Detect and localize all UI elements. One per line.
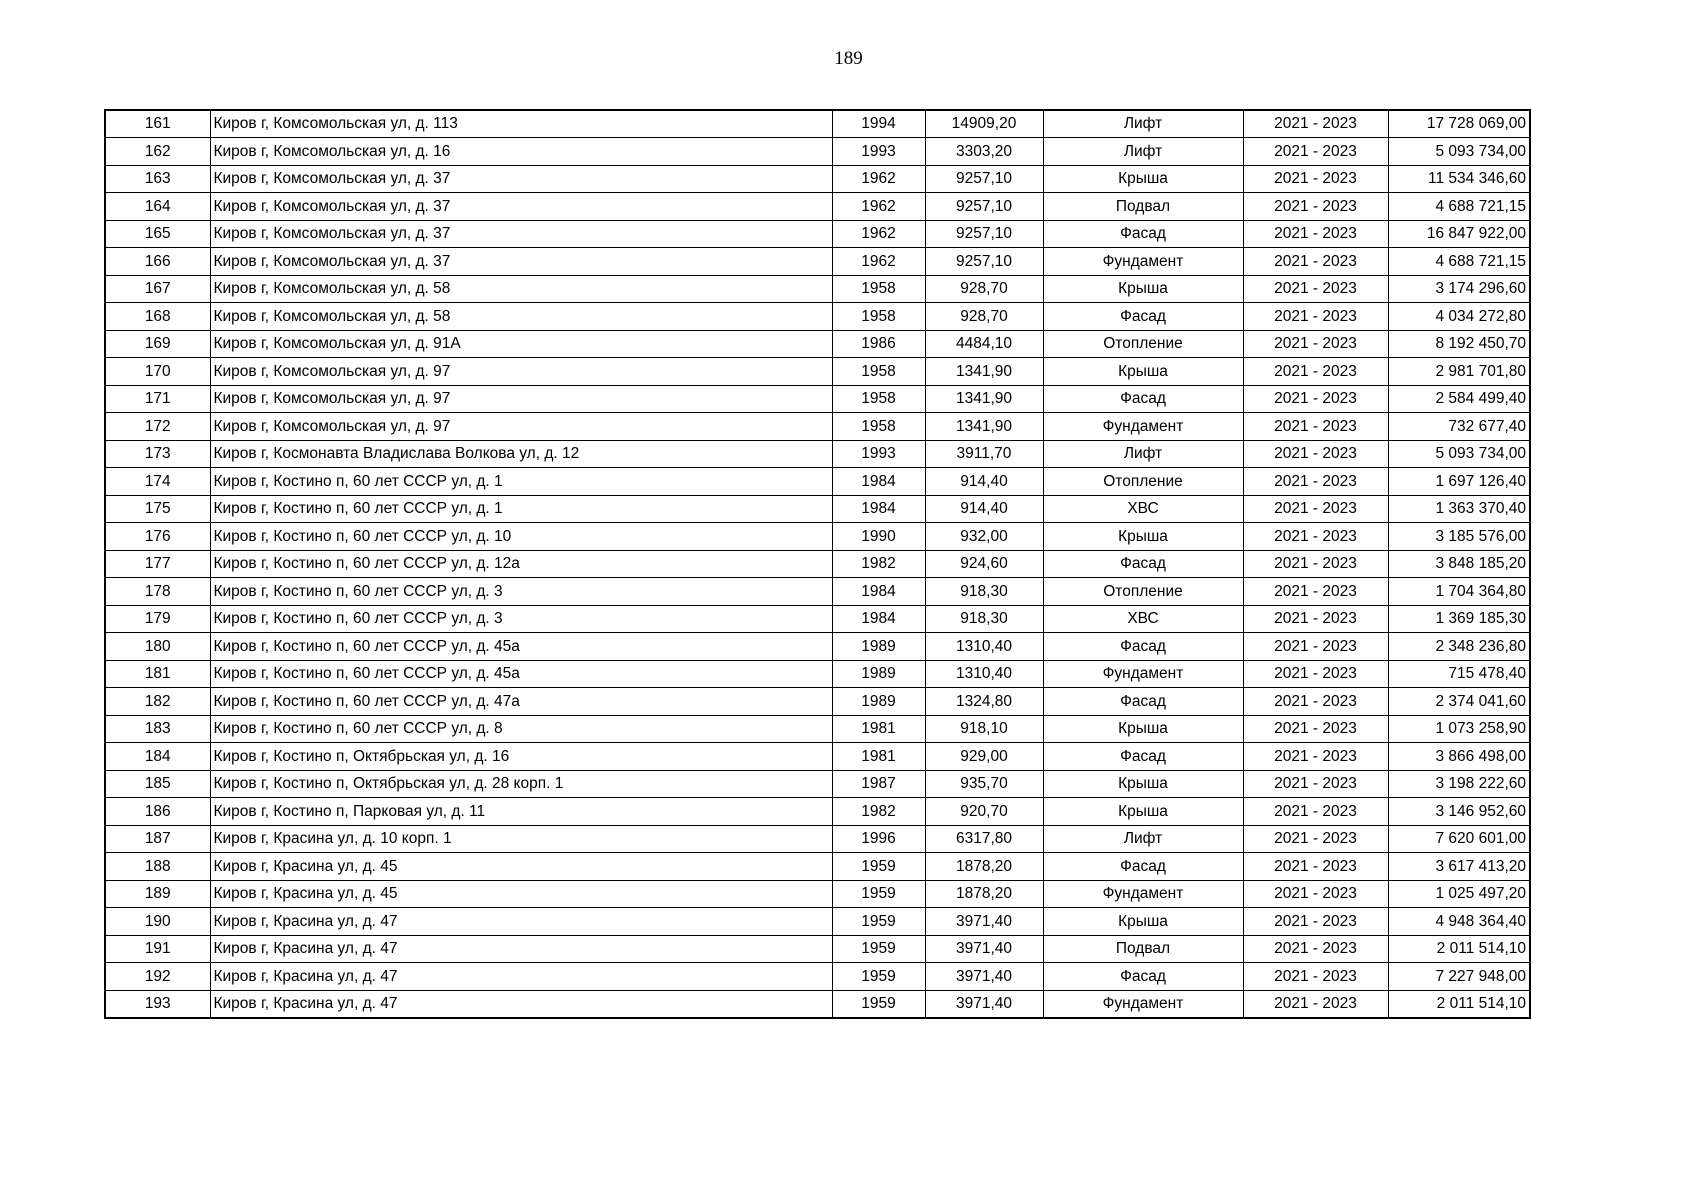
period-cell: 2021 - 2023 xyxy=(1243,880,1388,908)
area-cell: 9257,10 xyxy=(925,248,1043,276)
area-cell: 1341,90 xyxy=(925,413,1043,441)
work-type-cell: Фасад xyxy=(1043,303,1243,331)
address-cell: Киров г, Комсомольская ул, д. 37 xyxy=(210,220,832,248)
cost-cell: 3 617 413,20 xyxy=(1388,853,1530,881)
work-type-cell: Отопление xyxy=(1043,330,1243,358)
area-cell: 3971,40 xyxy=(925,935,1043,963)
address-cell: Киров г, Комсомольская ул, д. 37 xyxy=(210,193,832,221)
year-built-cell: 1989 xyxy=(832,660,925,688)
work-type-cell: Крыша xyxy=(1043,770,1243,798)
row-number-cell: 166 xyxy=(105,248,210,276)
cost-cell: 2 011 514,10 xyxy=(1388,990,1530,1018)
year-built-cell: 1962 xyxy=(832,165,925,193)
cost-cell: 5 093 734,00 xyxy=(1388,440,1530,468)
year-built-cell: 1982 xyxy=(832,798,925,826)
period-cell: 2021 - 2023 xyxy=(1243,798,1388,826)
year-built-cell: 1987 xyxy=(832,770,925,798)
year-built-cell: 1962 xyxy=(832,220,925,248)
table-row xyxy=(105,908,1530,936)
table-row xyxy=(105,770,1530,798)
table-row xyxy=(105,550,1530,578)
period-cell: 2021 - 2023 xyxy=(1243,275,1388,303)
work-type-cell: Подвал xyxy=(1043,193,1243,221)
year-built-cell: 1993 xyxy=(832,440,925,468)
work-type-cell: Фундамент xyxy=(1043,660,1243,688)
year-built-cell: 1958 xyxy=(832,303,925,331)
area-cell: 918,30 xyxy=(925,605,1043,633)
work-type-cell: Фасад xyxy=(1043,963,1243,991)
table-row xyxy=(105,440,1530,468)
row-number-cell: 184 xyxy=(105,743,210,771)
cost-cell: 4 948 364,40 xyxy=(1388,908,1530,936)
table-row xyxy=(105,495,1530,523)
area-cell: 4484,10 xyxy=(925,330,1043,358)
cost-cell: 7 227 948,00 xyxy=(1388,963,1530,991)
row-number-cell: 181 xyxy=(105,660,210,688)
table-row xyxy=(105,715,1530,743)
period-cell: 2021 - 2023 xyxy=(1243,688,1388,716)
cost-cell: 7 620 601,00 xyxy=(1388,825,1530,853)
work-type-cell: Лифт xyxy=(1043,110,1243,138)
area-cell: 932,00 xyxy=(925,523,1043,551)
work-type-cell: Фундамент xyxy=(1043,880,1243,908)
table-row xyxy=(105,633,1530,661)
cost-cell: 11 534 346,60 xyxy=(1388,165,1530,193)
table-row xyxy=(105,358,1530,386)
area-cell: 928,70 xyxy=(925,303,1043,331)
table-row xyxy=(105,110,1530,138)
table-row xyxy=(105,798,1530,826)
row-number-cell: 171 xyxy=(105,385,210,413)
period-cell: 2021 - 2023 xyxy=(1243,990,1388,1018)
address-cell: Киров г, Красина ул, д. 47 xyxy=(210,908,832,936)
area-cell: 1310,40 xyxy=(925,633,1043,661)
year-built-cell: 1993 xyxy=(832,138,925,166)
work-type-cell: Крыша xyxy=(1043,908,1243,936)
table-row xyxy=(105,385,1530,413)
table-row xyxy=(105,193,1530,221)
area-cell: 9257,10 xyxy=(925,220,1043,248)
cost-cell: 3 146 952,60 xyxy=(1388,798,1530,826)
row-number-cell: 172 xyxy=(105,413,210,441)
work-type-cell: Лифт xyxy=(1043,440,1243,468)
address-cell: Киров г, Комсомольская ул, д. 113 xyxy=(210,110,832,138)
address-cell: Киров г, Комсомольская ул, д. 37 xyxy=(210,248,832,276)
row-number-cell: 190 xyxy=(105,908,210,936)
period-cell: 2021 - 2023 xyxy=(1243,358,1388,386)
cost-cell: 2 348 236,80 xyxy=(1388,633,1530,661)
row-number-cell: 182 xyxy=(105,688,210,716)
row-number-cell: 179 xyxy=(105,605,210,633)
period-cell: 2021 - 2023 xyxy=(1243,248,1388,276)
cost-cell: 4 688 721,15 xyxy=(1388,248,1530,276)
area-cell: 914,40 xyxy=(925,468,1043,496)
area-cell: 928,70 xyxy=(925,275,1043,303)
area-cell: 1341,90 xyxy=(925,385,1043,413)
period-cell: 2021 - 2023 xyxy=(1243,193,1388,221)
work-type-cell: Крыша xyxy=(1043,358,1243,386)
work-type-cell: Отопление xyxy=(1043,578,1243,606)
cost-cell: 732 677,40 xyxy=(1388,413,1530,441)
area-cell: 1878,20 xyxy=(925,853,1043,881)
period-cell: 2021 - 2023 xyxy=(1243,165,1388,193)
area-cell: 3971,40 xyxy=(925,908,1043,936)
table-row xyxy=(105,660,1530,688)
cost-cell: 1 697 126,40 xyxy=(1388,468,1530,496)
area-cell: 1878,20 xyxy=(925,880,1043,908)
cost-cell: 5 093 734,00 xyxy=(1388,138,1530,166)
period-cell: 2021 - 2023 xyxy=(1243,385,1388,413)
area-cell: 1341,90 xyxy=(925,358,1043,386)
row-number-cell: 180 xyxy=(105,633,210,661)
table-row xyxy=(105,523,1530,551)
address-cell: Киров г, Красина ул, д. 10 корп. 1 xyxy=(210,825,832,853)
cost-cell: 16 847 922,00 xyxy=(1388,220,1530,248)
area-cell: 6317,80 xyxy=(925,825,1043,853)
year-built-cell: 1958 xyxy=(832,413,925,441)
work-type-cell: Лифт xyxy=(1043,825,1243,853)
table-row xyxy=(105,578,1530,606)
year-built-cell: 1959 xyxy=(832,963,925,991)
cost-cell: 3 866 498,00 xyxy=(1388,743,1530,771)
address-cell: Киров г, Костино п, 60 лет СССР ул, д. 3 xyxy=(210,605,832,633)
cost-cell: 3 185 576,00 xyxy=(1388,523,1530,551)
table-row xyxy=(105,688,1530,716)
year-built-cell: 1981 xyxy=(832,715,925,743)
row-number-cell: 193 xyxy=(105,990,210,1018)
year-built-cell: 1984 xyxy=(832,495,925,523)
period-cell: 2021 - 2023 xyxy=(1243,605,1388,633)
period-cell: 2021 - 2023 xyxy=(1243,550,1388,578)
address-cell: Киров г, Комсомольская ул, д. 58 xyxy=(210,303,832,331)
row-number-cell: 192 xyxy=(105,963,210,991)
year-built-cell: 1958 xyxy=(832,275,925,303)
address-cell: Киров г, Костино п, 60 лет СССР ул, д. 8 xyxy=(210,715,832,743)
row-number-cell: 162 xyxy=(105,138,210,166)
cost-cell: 3 198 222,60 xyxy=(1388,770,1530,798)
table-row xyxy=(105,825,1530,853)
year-built-cell: 1989 xyxy=(832,633,925,661)
table-row xyxy=(105,935,1530,963)
year-built-cell: 1996 xyxy=(832,825,925,853)
year-built-cell: 1984 xyxy=(832,578,925,606)
table-row xyxy=(105,330,1530,358)
area-cell: 929,00 xyxy=(925,743,1043,771)
area-cell: 9257,10 xyxy=(925,165,1043,193)
table-row xyxy=(105,275,1530,303)
area-cell: 914,40 xyxy=(925,495,1043,523)
work-type-cell: Отопление xyxy=(1043,468,1243,496)
row-number-cell: 168 xyxy=(105,303,210,331)
period-cell: 2021 - 2023 xyxy=(1243,330,1388,358)
address-cell: Киров г, Комсомольская ул, д. 58 xyxy=(210,275,832,303)
year-built-cell: 1990 xyxy=(832,523,925,551)
work-type-cell: ХВС xyxy=(1043,495,1243,523)
work-type-cell: Фундамент xyxy=(1043,990,1243,1018)
period-cell: 2021 - 2023 xyxy=(1243,110,1388,138)
area-cell: 918,30 xyxy=(925,578,1043,606)
table-row xyxy=(105,880,1530,908)
year-built-cell: 1962 xyxy=(832,193,925,221)
row-number-cell: 174 xyxy=(105,468,210,496)
row-number-cell: 187 xyxy=(105,825,210,853)
address-cell: Киров г, Красина ул, д. 47 xyxy=(210,935,832,963)
table-row xyxy=(105,468,1530,496)
period-cell: 2021 - 2023 xyxy=(1243,743,1388,771)
cost-cell: 2 011 514,10 xyxy=(1388,935,1530,963)
area-cell: 3303,20 xyxy=(925,138,1043,166)
work-type-cell: Лифт xyxy=(1043,138,1243,166)
period-cell: 2021 - 2023 xyxy=(1243,660,1388,688)
year-built-cell: 1984 xyxy=(832,468,925,496)
cost-cell: 1 369 185,30 xyxy=(1388,605,1530,633)
table-row xyxy=(105,138,1530,166)
work-type-cell: Крыша xyxy=(1043,715,1243,743)
year-built-cell: 1981 xyxy=(832,743,925,771)
year-built-cell: 1989 xyxy=(832,688,925,716)
address-cell: Киров г, Красина ул, д. 47 xyxy=(210,990,832,1018)
work-type-cell: Фасад xyxy=(1043,633,1243,661)
area-cell: 920,70 xyxy=(925,798,1043,826)
period-cell: 2021 - 2023 xyxy=(1243,825,1388,853)
period-cell: 2021 - 2023 xyxy=(1243,908,1388,936)
year-built-cell: 1984 xyxy=(832,605,925,633)
table-row xyxy=(105,303,1530,331)
work-type-cell: Фасад xyxy=(1043,688,1243,716)
work-type-cell: Крыша xyxy=(1043,165,1243,193)
period-cell: 2021 - 2023 xyxy=(1243,523,1388,551)
address-cell: Киров г, Костино п, 60 лет СССР ул, д. 1 xyxy=(210,468,832,496)
cost-cell: 2 981 701,80 xyxy=(1388,358,1530,386)
address-cell: Киров г, Комсомольская ул, д. 16 xyxy=(210,138,832,166)
year-built-cell: 1994 xyxy=(832,110,925,138)
address-cell: Киров г, Комсомольская ул, д. 37 xyxy=(210,165,832,193)
table-row xyxy=(105,248,1530,276)
year-built-cell: 1959 xyxy=(832,908,925,936)
cost-cell: 2 584 499,40 xyxy=(1388,385,1530,413)
table-row xyxy=(105,165,1530,193)
address-cell: Киров г, Костино п, 60 лет СССР ул, д. 47а xyxy=(210,688,832,716)
row-number-cell: 188 xyxy=(105,853,210,881)
page-number: 189 xyxy=(834,48,863,69)
period-cell: 2021 - 2023 xyxy=(1243,715,1388,743)
area-cell: 3911,70 xyxy=(925,440,1043,468)
work-type-cell: Крыша xyxy=(1043,798,1243,826)
row-number-cell: 186 xyxy=(105,798,210,826)
period-cell: 2021 - 2023 xyxy=(1243,770,1388,798)
work-type-cell: Крыша xyxy=(1043,275,1243,303)
address-cell: Киров г, Костино п, 60 лет СССР ул, д. 45а xyxy=(210,633,832,661)
cost-cell: 3 848 185,20 xyxy=(1388,550,1530,578)
area-cell: 14909,20 xyxy=(925,110,1043,138)
year-built-cell: 1959 xyxy=(832,990,925,1018)
table-row xyxy=(105,605,1530,633)
row-number-cell: 161 xyxy=(105,110,210,138)
period-cell: 2021 - 2023 xyxy=(1243,303,1388,331)
address-cell: Киров г, Красина ул, д. 47 xyxy=(210,963,832,991)
area-cell: 1310,40 xyxy=(925,660,1043,688)
area-cell: 924,60 xyxy=(925,550,1043,578)
row-number-cell: 176 xyxy=(105,523,210,551)
address-cell: Киров г, Комсомольская ул, д. 97 xyxy=(210,385,832,413)
cost-cell: 1 704 364,80 xyxy=(1388,578,1530,606)
year-built-cell: 1982 xyxy=(832,550,925,578)
table-row xyxy=(105,413,1530,441)
area-cell: 9257,10 xyxy=(925,193,1043,221)
table-row xyxy=(105,220,1530,248)
row-number-cell: 185 xyxy=(105,770,210,798)
work-type-cell: Фасад xyxy=(1043,385,1243,413)
area-cell: 935,70 xyxy=(925,770,1043,798)
table-row xyxy=(105,743,1530,771)
row-number-cell: 165 xyxy=(105,220,210,248)
row-number-cell: 177 xyxy=(105,550,210,578)
area-cell: 1324,80 xyxy=(925,688,1043,716)
address-cell: Киров г, Красина ул, д. 45 xyxy=(210,880,832,908)
period-cell: 2021 - 2023 xyxy=(1243,468,1388,496)
cost-cell: 2 374 041,60 xyxy=(1388,688,1530,716)
cost-cell: 1 025 497,20 xyxy=(1388,880,1530,908)
area-cell: 918,10 xyxy=(925,715,1043,743)
period-cell: 2021 - 2023 xyxy=(1243,963,1388,991)
row-number-cell: 178 xyxy=(105,578,210,606)
period-cell: 2021 - 2023 xyxy=(1243,935,1388,963)
work-type-cell: Фасад xyxy=(1043,853,1243,881)
row-number-cell: 189 xyxy=(105,880,210,908)
period-cell: 2021 - 2023 xyxy=(1243,578,1388,606)
address-cell: Киров г, Комсомольская ул, д. 97 xyxy=(210,358,832,386)
address-cell: Киров г, Костино п, 60 лет СССР ул, д. 45а xyxy=(210,660,832,688)
cost-cell: 3 174 296,60 xyxy=(1388,275,1530,303)
row-number-cell: 167 xyxy=(105,275,210,303)
row-number-cell: 163 xyxy=(105,165,210,193)
cost-cell: 4 688 721,15 xyxy=(1388,193,1530,221)
cost-cell: 4 034 272,80 xyxy=(1388,303,1530,331)
year-built-cell: 1958 xyxy=(832,358,925,386)
period-cell: 2021 - 2023 xyxy=(1243,633,1388,661)
period-cell: 2021 - 2023 xyxy=(1243,220,1388,248)
work-type-cell: Фундамент xyxy=(1043,248,1243,276)
year-built-cell: 1986 xyxy=(832,330,925,358)
row-number-cell: 183 xyxy=(105,715,210,743)
table-body xyxy=(105,110,1530,1018)
period-cell: 2021 - 2023 xyxy=(1243,853,1388,881)
address-cell: Киров г, Костино п, Октябрьская ул, д. 28 корп. 1 xyxy=(210,770,832,798)
row-number-cell: 170 xyxy=(105,358,210,386)
cost-cell: 17 728 069,00 xyxy=(1388,110,1530,138)
table-row xyxy=(105,853,1530,881)
year-built-cell: 1959 xyxy=(832,935,925,963)
row-number-cell: 191 xyxy=(105,935,210,963)
table-row xyxy=(105,963,1530,991)
work-type-cell: Подвал xyxy=(1043,935,1243,963)
work-type-cell: Фундамент xyxy=(1043,413,1243,441)
row-number-cell: 164 xyxy=(105,193,210,221)
cost-cell: 715 478,40 xyxy=(1388,660,1530,688)
cost-cell: 8 192 450,70 xyxy=(1388,330,1530,358)
work-type-cell: Крыша xyxy=(1043,523,1243,551)
work-type-cell: Фасад xyxy=(1043,220,1243,248)
address-cell: Киров г, Костино п, Октябрьская ул, д. 16 xyxy=(210,743,832,771)
table-row xyxy=(105,990,1530,1018)
address-cell: Киров г, Костино п, 60 лет СССР ул, д. 3 xyxy=(210,578,832,606)
cost-cell: 1 073 258,90 xyxy=(1388,715,1530,743)
address-cell: Киров г, Костино п, 60 лет СССР ул, д. 10 xyxy=(210,523,832,551)
address-cell: Киров г, Костино п, 60 лет СССР ул, д. 1 xyxy=(210,495,832,523)
row-number-cell: 173 xyxy=(105,440,210,468)
address-cell: Киров г, Комсомольская ул, д. 91А xyxy=(210,330,832,358)
period-cell: 2021 - 2023 xyxy=(1243,413,1388,441)
work-type-cell: ХВС xyxy=(1043,605,1243,633)
address-cell: Киров г, Костино п, Парковая ул, д. 11 xyxy=(210,798,832,826)
work-type-cell: Фасад xyxy=(1043,550,1243,578)
area-cell: 3971,40 xyxy=(925,990,1043,1018)
area-cell: 3971,40 xyxy=(925,963,1043,991)
year-built-cell: 1959 xyxy=(832,853,925,881)
row-number-cell: 175 xyxy=(105,495,210,523)
year-built-cell: 1958 xyxy=(832,385,925,413)
period-cell: 2021 - 2023 xyxy=(1243,440,1388,468)
work-type-cell: Фасад xyxy=(1043,743,1243,771)
year-built-cell: 1959 xyxy=(832,880,925,908)
period-cell: 2021 - 2023 xyxy=(1243,495,1388,523)
address-cell: Киров г, Костино п, 60 лет СССР ул, д. 12а xyxy=(210,550,832,578)
address-cell: Киров г, Красина ул, д. 45 xyxy=(210,853,832,881)
period-cell: 2021 - 2023 xyxy=(1243,138,1388,166)
row-number-cell: 169 xyxy=(105,330,210,358)
cost-cell: 1 363 370,40 xyxy=(1388,495,1530,523)
repair-schedule-table xyxy=(104,109,1531,1019)
address-cell: Киров г, Космонавта Владислава Волкова ул, д. 12 xyxy=(210,440,832,468)
year-built-cell: 1962 xyxy=(832,248,925,276)
address-cell: Киров г, Комсомольская ул, д. 97 xyxy=(210,413,832,441)
